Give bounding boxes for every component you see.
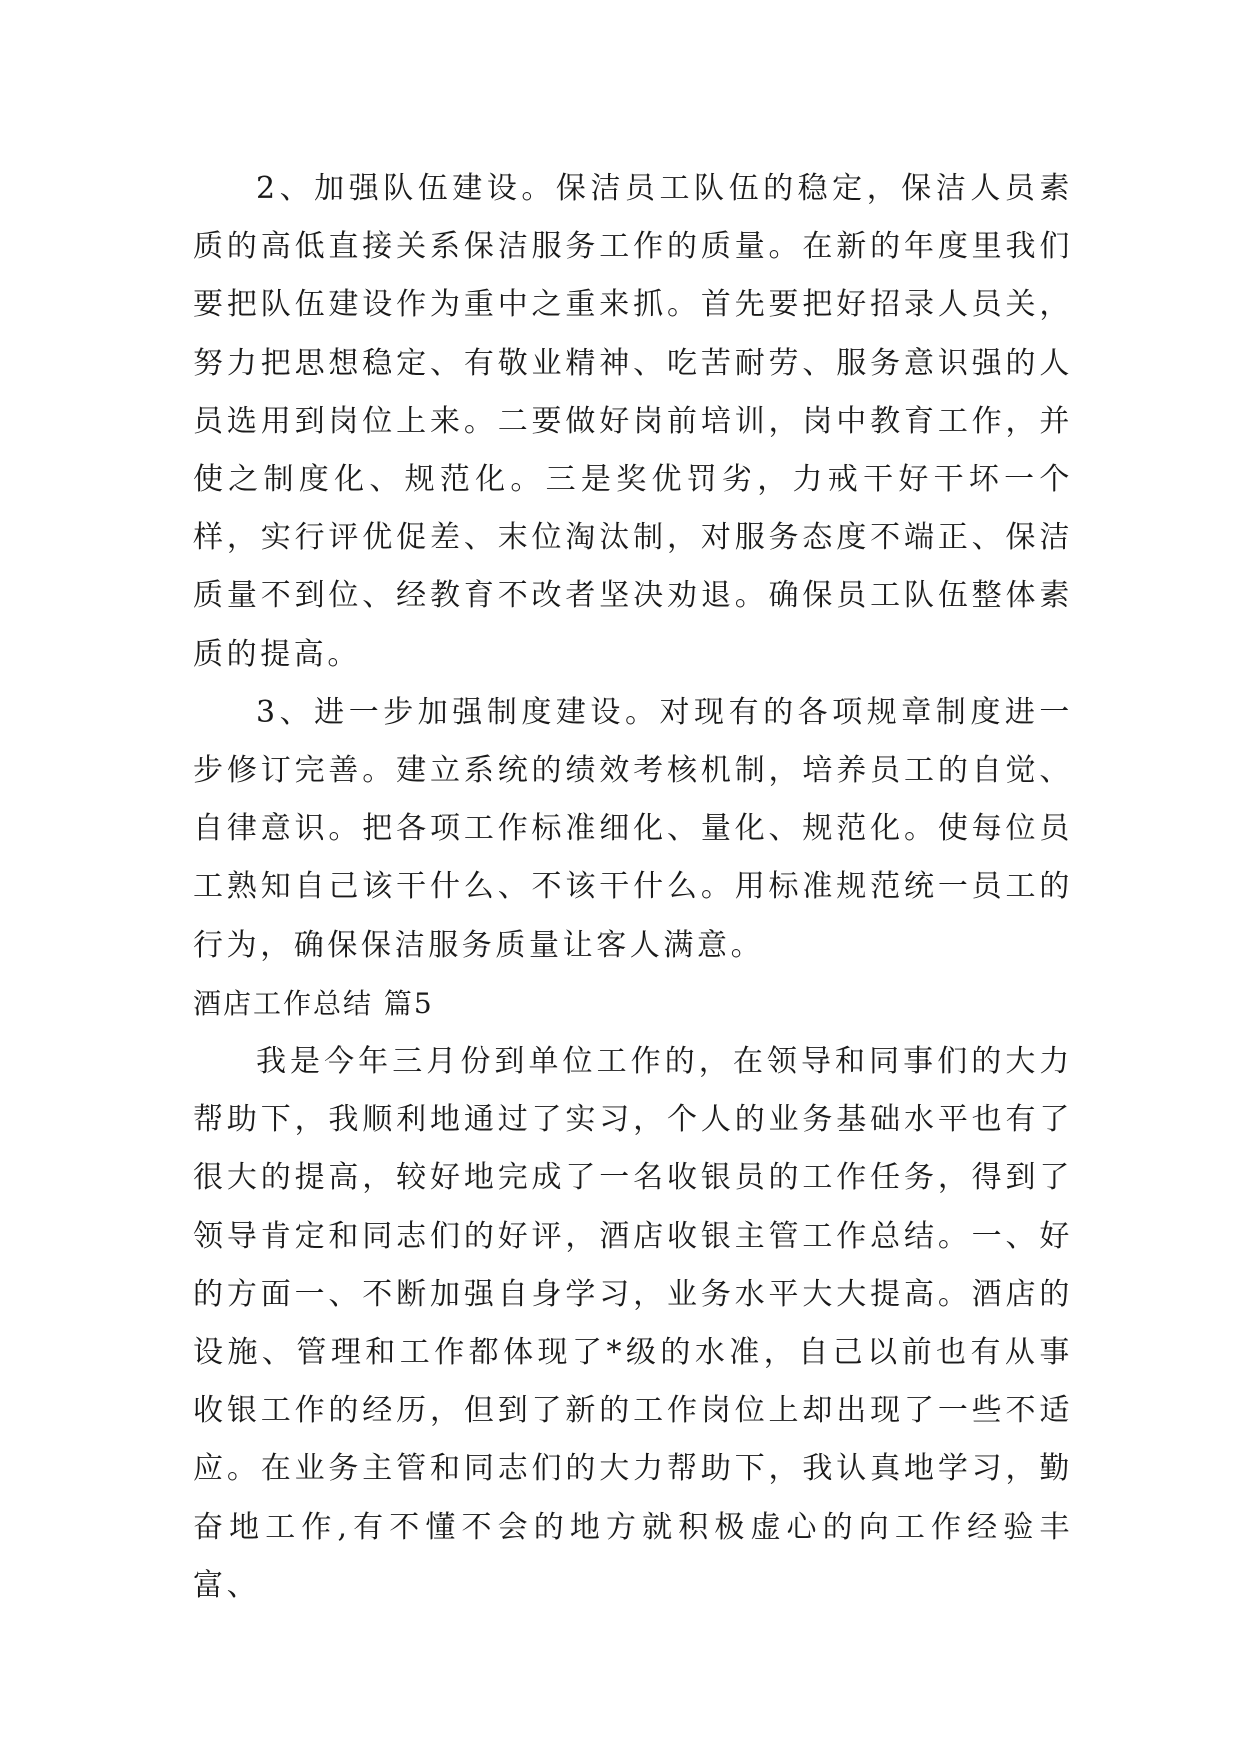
paragraph-team-building: 2、加强队伍建设。保洁员工队伍的稳定，保洁人员素质的高低直接关系保洁服务工作的质量。在新的年度里我们要把队伍建设作为重中之重来抓。首先要把好招录人员关，努力把思想稳定、有敬业精神、吃苦耐劳、服务意识强的人员选用到岗位上来。二要做好岗前培训，岗中教育工作，并使之制度化、规范化。三是奖优罚劣，力戒干好干坏一个样，实行评优促差、末位淘汰制，对服务态度不端正、保洁质量不到位、经教育不改者坚决劝退。确保员工队伍整体素质的提高。 xyxy=(193,171,1073,672)
document-body xyxy=(193,160,1073,1615)
paragraph-cashier-summary: 我是今年三月份到单位工作的，在领导和同事们的大力帮助下，我顺利地通过了实习，个人的业务基础水平也有了很大的提高，较好地完成了一名收银员的工作任务，得到了领导肯定和同志们的好评，酒店收银主管工作总结。一、好的方面一、不断加强自身学习，业务水平大大提高。酒店的设施、管理和工作都体现了*级的水准，自己以前也有从事收银工作的经历，但到了新的工作岗位上却出现了一些不适应。在业务主管和同志们的大力帮助下，我认真地学习，勤奋地工作,有不懂不会的地方就积极虚心的向工作经验丰富、 xyxy=(193,1044,1073,1603)
paragraph-system-building: 3、进一步加强制度建设。对现有的各项规章制度进一步修订完善。建立系统的绩效考核机制，培养员工的自觉、自律意识。把各项工作标准细化、量化、规范化。使每位员工熟知自己该干什么、不该干什么。用标准规范统一员工的行为，确保保洁服务质量让客人满意。 xyxy=(193,694,1073,963)
section-heading: 酒店工作总结 篇5 xyxy=(193,986,434,1020)
